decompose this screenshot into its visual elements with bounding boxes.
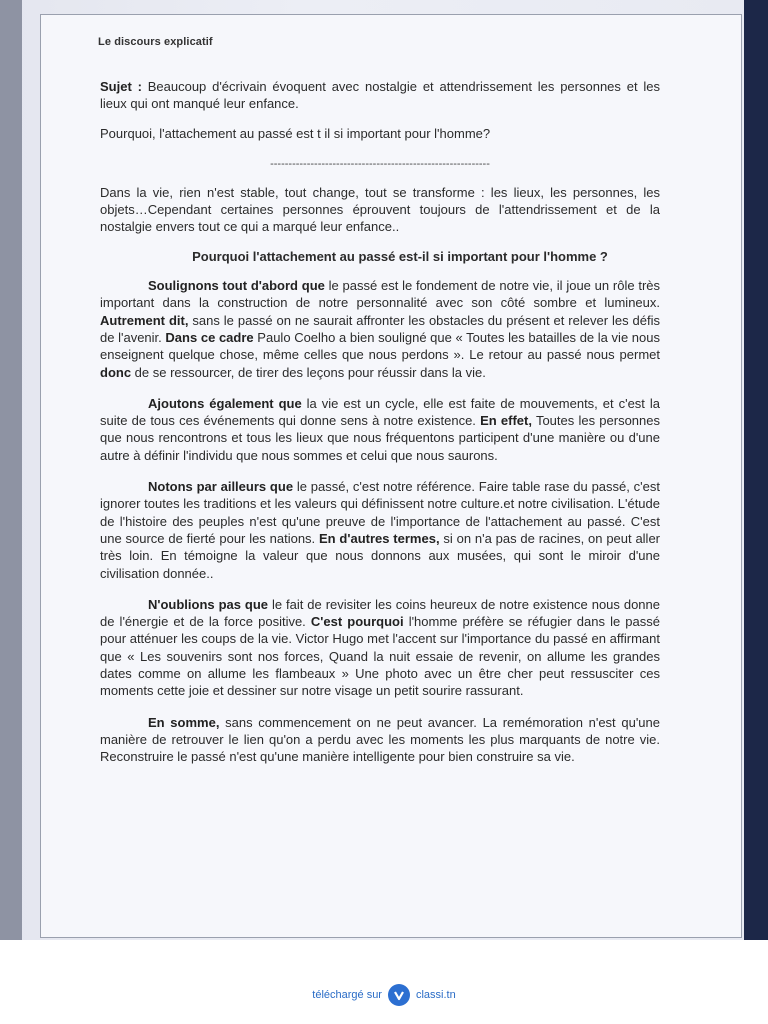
connector-bold: C'est pourquoi	[310, 614, 404, 630]
connector-bold: Notons par ailleurs que	[148, 479, 294, 495]
paragraph-text: Paulo Coelho a bien souligné que « Toutes les batailles de la vie nous enseignent quelque chose, même celles que nous perdons ». Le retour au passé nous permet	[100, 329, 661, 363]
connector-bold: N'oublions pas que	[148, 596, 269, 612]
paragraph-3	[100, 478, 660, 582]
paragraph-2	[100, 395, 660, 464]
paragraph-text: la vie est un cycle, elle est faite de mouvements, et c'est la suite de tous ces événements qui donne sens à notre existence.	[100, 395, 660, 429]
footer-downloaded-label: téléchargé sur	[312, 989, 382, 1001]
paragraph-text: Toutes les personnes que nous rencontrons et tous les lieux que nous fréquentons participent d'une manière ou d'une autre à définir l'individu que nous sommes et celui que nous saurons.	[100, 413, 660, 463]
paragraph-text: le fait de revisiter les coins heureux de notre existence nous donne de l'énergie et de la force positive.	[100, 596, 660, 630]
classi-logo-icon[interactable]	[388, 984, 410, 1006]
intro-paragraph: Dans la vie, rien n'est stable, tout change, tout se transforme : les lieux, les personnes, les objets…Cependant certaines personnes éprouvent toujours de l'attendrissement et de la nostalgie envers tout ce qui a marqué leur enfance..	[100, 184, 660, 235]
connector-bold: En effet,	[480, 413, 532, 429]
paragraph-1	[100, 277, 660, 381]
photo-left-edge	[0, 0, 22, 940]
footer-site-link[interactable]: classi.tn	[415, 989, 456, 1001]
paragraph-text: si on n'a pas de racines, on peut aller très loin. En témoigne la valeur que nous donnons aux musées, qui sont le miroir d'une civilisation donnée..	[100, 530, 661, 581]
subject-text: Beaucoup d'écrivain évoquent avec nostalgie et attendrissement les personnes et les lieux qui ont manqué leur enfance.	[100, 79, 660, 112]
connector-bold: Autrement dit,	[100, 312, 189, 328]
paragraph-text: le passé, c'est notre référence. Faire table rase du passé, c'est ignorer toutes les traditions et les valeurs qui définissent notre culture.et notre civilisation. L'étude de l'histoire des peuples n'est qu'une preuve de l'importance de l'attachement au passé. C'est une source de fierté pour les nations.	[100, 479, 660, 546]
paragraph-text: sans commencement on ne peut avancer. La remémoration n'est qu'une manière de retrouver le lien qu'on a perdu avec les moments les plus marquants de notre vie. Reconstruire le passé n'est qu'une manière intelligente pour bien construire sa vie.	[100, 714, 660, 765]
connector-bold: Ajoutons également que	[148, 395, 302, 411]
separator-line: ------------------------------------------------------------	[270, 157, 490, 170]
subject-label: Sujet :	[100, 79, 142, 94]
paragraph-5	[100, 714, 660, 766]
paragraph-4	[100, 596, 660, 700]
download-footer	[0, 984, 768, 1004]
subject-paragraph	[100, 78, 660, 113]
document-title: Le discours explicatif	[98, 36, 213, 48]
connector-bold: En d'autres termes,	[319, 530, 440, 546]
connector-bold: donc	[100, 364, 132, 380]
connector-bold: Dans ce cadre	[165, 329, 254, 345]
document-body	[100, 78, 660, 780]
question-text: Pourquoi, l'attachement au passé est t il si important pour l'homme?	[100, 125, 491, 141]
paragraph-text: l'homme préfère se réfugier dans le passé pour atténuer les coups de la vie. Victor Hugo met l'accent sur l'importance du passé en affirmant que « Les souvenirs sont nos forces, Quand la nuit essaie de revenir, on allume les grandes dates comme on allume les flambeaux » Une photo avec un être cher peut ressusciter ces moments cette joie et dessiner sur notre visage un petit sourire rassurant.	[100, 614, 660, 699]
connector-bold: Soulignons tout d'abord que	[148, 278, 325, 294]
connector-bold: En somme,	[148, 714, 220, 730]
paragraph-text: sans le passé on ne saurait affronter les obstacles du présent et relever les défis de l'avenir.	[100, 312, 660, 345]
section-heading: Pourquoi l'attachement au passé est-il si important pour l'homme ?	[192, 248, 608, 264]
paragraph-text: le passé est le fondement de notre vie, il joue un rôle très important dans la construction de notre personnalité avec son côté sombre et lumineux.	[100, 278, 661, 311]
photo-right-edge	[744, 0, 768, 940]
paragraph-text: de se ressourcer, de tirer des leçons pour réussir dans la vie.	[131, 364, 486, 380]
